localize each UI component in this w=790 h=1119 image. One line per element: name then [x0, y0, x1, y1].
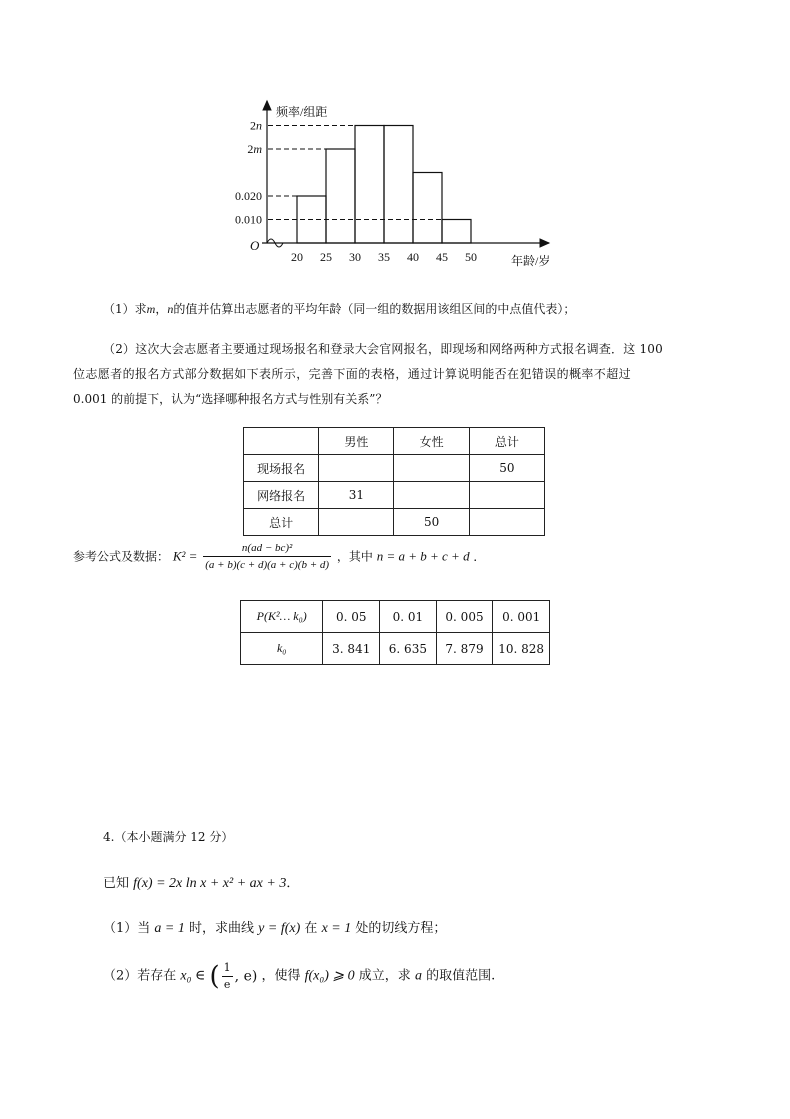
formula-fraction: $\frac{\text{n(ad − bc)²}}{(a + b)(c + d)(a + c)(b + d)}$	[205, 542, 330, 571]
table-row	[244, 455, 545, 482]
x-tick-label: 35	[378, 250, 390, 264]
histogram-bar	[326, 149, 355, 243]
table-cell: 0. 01	[380, 601, 437, 633]
frequency-histogram	[0, 90, 790, 370]
table-cell: 0. 005	[436, 601, 493, 633]
table-cell	[319, 509, 394, 536]
table-header-cell: 男性	[319, 428, 394, 455]
table-cell: 6. 635	[380, 633, 437, 665]
critical-value-table	[240, 600, 550, 665]
table-row	[244, 482, 545, 509]
y-axis-label: 频率/组距	[276, 105, 328, 119]
table-cell: 50	[394, 509, 469, 536]
histogram-bar	[442, 220, 471, 244]
table-header-cell: 女性	[394, 428, 469, 455]
table-header-cell: 总计	[469, 428, 544, 455]
table-cell: 0. 001	[493, 601, 550, 633]
x-tick-label: 40	[407, 250, 419, 264]
table-cell: k₀	[241, 633, 323, 665]
table-cell: 10. 828	[493, 633, 550, 665]
y-tick-label: 0.010	[235, 212, 262, 227]
y-tick-label: 2m	[247, 142, 262, 156]
table-cell	[469, 482, 544, 509]
problem-4-given: 已知 f(x) = 2x ln x + x² + ax + 3．	[103, 876, 300, 891]
y-tick-label: 0.020	[235, 189, 262, 203]
histogram-bar	[384, 126, 413, 244]
x-axis-label: 年龄/岁	[511, 254, 551, 268]
table-cell	[469, 509, 544, 536]
table-row	[241, 633, 550, 665]
x-tick-label: 25	[320, 250, 332, 264]
x-tick-label: 50	[465, 250, 477, 264]
table-row	[241, 601, 550, 633]
question-2-line-2: 位志愿者的报名方式部分数据如下表所示，完善下面的表格，通过计算说明能否在犯错误的概率不超过	[73, 367, 632, 381]
table-header-cell	[244, 428, 319, 455]
reference-formula: 参考公式及数据： K² = $\frac{\text{n(ad − bc)²}}{(a + b)(c + d)(a + c)(b + d)}$ ，其中 n = a + b + c + d ．	[73, 542, 486, 571]
x-tick-label: 45	[436, 250, 448, 264]
table-cell: 网络报名	[244, 482, 319, 509]
open-paren: (	[209, 961, 220, 992]
table-cell	[394, 482, 469, 509]
table-cell: 7. 879	[436, 633, 493, 665]
y-tick-label: 2n	[250, 118, 262, 133]
question-2-line-1: （2）这次大会志愿者主要通过现场报名和登录大会官网报名，即现场和网络两种方式报名调查．这 100	[103, 342, 663, 356]
table-cell: 现场报名	[244, 455, 319, 482]
table-cell: 总计	[244, 509, 319, 536]
question-1: （1）求m，n的值并估算出志愿者的平均年龄（同一组的数据用该组区间的中点值代表）；	[103, 302, 576, 316]
histogram-bar	[413, 173, 442, 244]
table-row	[244, 509, 545, 536]
problem-4-heading: 4.（本小题满分 12 分）	[103, 830, 234, 844]
table-cell: 3. 841	[323, 633, 380, 665]
table-cell	[319, 455, 394, 482]
problem-4-part-1: （1）当 a = 1 时，求曲线 y = f(x) 在 x = 1 处的切线方程；	[103, 921, 447, 936]
problem-4-part-2: （2）若存在 x₀ ∈ ( $\frac{1}{e}$ , e) ，使得 f(x₀) ⩾ 0 成立，求 a 的取值范围.	[103, 961, 496, 992]
interval-fraction: $\frac{1}{e}$	[223, 961, 231, 991]
origin-label: O	[250, 238, 260, 253]
table-cell: 31	[319, 482, 394, 509]
table-cell	[394, 455, 469, 482]
question-2-line-3: 0.001 的前提下，认为“选择哪种报名方式与性别有关系”？	[73, 392, 388, 406]
contingency-table	[243, 427, 545, 536]
histogram-bar	[355, 126, 384, 244]
x-tick-label: 30	[349, 250, 361, 264]
table-cell: 50	[469, 455, 544, 482]
table-cell: 0. 05	[323, 601, 380, 633]
x-tick-label: 20	[291, 250, 303, 264]
table-cell: P(K²… k₀)	[241, 601, 323, 633]
